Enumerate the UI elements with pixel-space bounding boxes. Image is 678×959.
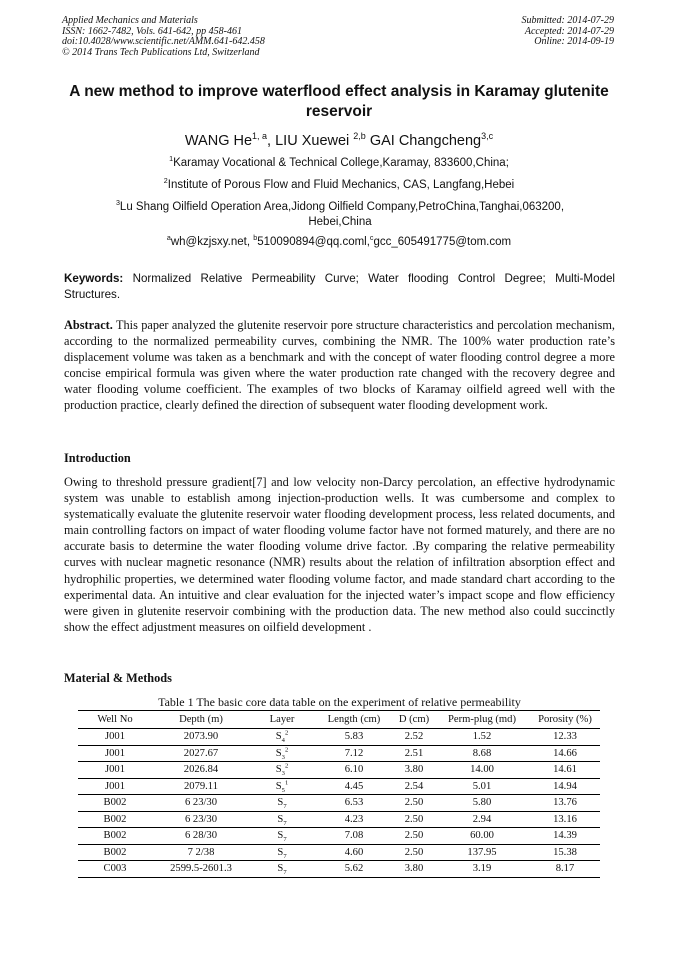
author-1: WANG He$^{1, a}$, — [184, 131, 276, 149]
table-row — [78, 811, 600, 828]
author-list — [64, 133, 614, 149]
cell-length: 6.10 — [314, 762, 394, 779]
abstract — [64, 317, 615, 414]
cell-perm: 60.00 — [434, 828, 530, 845]
cell-perm: 2.94 — [434, 811, 530, 828]
cell-perm: 3.19 — [434, 861, 530, 878]
keywords — [64, 271, 615, 302]
cell-d: 2.54 — [394, 778, 434, 795]
cell-layer: $S_7$ — [250, 795, 314, 812]
cell-layer: $S_7$ — [250, 844, 314, 861]
email-list: $^a$wh@kzjsxy.net, $^b$510090894@qq.coml,$^c$gcc_605491775@tom.com — [166, 234, 512, 248]
accepted-date: Accepted: 2014-07-29 — [524, 25, 614, 37]
materials-heading: Material & Methods — [64, 671, 172, 685]
keywords-label: Keywords: — [64, 272, 124, 285]
introduction-text: Owing to threshold pressure gradient[7] and low velocity non-Darcy percolation, an effective hydrodynamic system was unable to establish among injection-production wells. It was cumbersome and complex to systematically evaluate the glutenite reservoir water flooding development process, less related documents, and main controlling factors on impact of water flooding volume factor have not formed maturely, and there are no accurate basis to determine the water flooding volume drive factor. .By comparing the relative permeability curves with nuclear magnetic resonance (NMR) results about the relation of infiltration absorption effect and hydrophilic properties, we determined water flooding volume factor, and made standard chart according to the experimental data. An intuitive and clear evaluation for the injected water’s impact scope and flow efficiency were given in glutenite reservoir combining with the production data. The new method also could succinctly show the effect adjustment measures on oilfield development . — [64, 475, 615, 634]
cell-length: 6.53 — [314, 795, 394, 812]
table-row — [78, 762, 600, 779]
abstract-text: This paper analyzed the glutenite reservoir pore structure characteristics and percolation mechanism, according to the normalized permeability curves, combining the NMR. The 100% water production rate’s displacement volume was taken as a benchmark and with the concept of water flooding control degree a more concise empirical formula was given where the water production rate changed with the recovery degree and water flooding volume coefficient. The examples of two blocks of Karamay oilfield agreed well with the production practice, clearly defined the direction of subsequent water flooding development work. — [64, 318, 615, 413]
cell-porosity: 12.33 — [530, 729, 600, 746]
table-row — [78, 795, 600, 812]
cell-well: B002 — [78, 844, 152, 861]
col-header-depth: Depth (m) — [152, 711, 250, 729]
introduction-heading: Introduction — [64, 451, 131, 465]
cell-depth: 7 2/38 — [152, 844, 250, 861]
table-caption: Table 1 The basic core data table on the experiment of relative permeability — [158, 695, 521, 709]
cell-perm: 137.95 — [434, 844, 530, 861]
cell-d: 2.50 — [394, 828, 434, 845]
col-header-diameter: D (cm) — [394, 711, 434, 729]
table-row — [78, 745, 600, 762]
cell-length: 7.12 — [314, 745, 394, 762]
cell-porosity: 13.76 — [530, 795, 600, 812]
cell-porosity: 14.61 — [530, 762, 600, 779]
author-3: GAI Changcheng$^{3,c}$ — [369, 131, 494, 149]
cell-layer: $S_5^1$ — [250, 778, 314, 795]
journal-doi: doi:10.4028/www.scientific.net/AMM.641-642.458 — [62, 36, 265, 47]
cell-d: 2.50 — [394, 811, 434, 828]
cell-well: B002 — [78, 795, 152, 812]
table-row — [78, 828, 600, 845]
cell-depth: 6 23/30 — [152, 811, 250, 828]
cell-depth: 2026.84 — [152, 762, 250, 779]
affiliation-2: $^2$Institute of Porous Flow and Fluid Mechanics, CAS, Langfang,Hebei — [163, 177, 515, 191]
cell-length: 4.45 — [314, 778, 394, 795]
email-3[interactable]: gcc_605491775@tom.com — [373, 236, 512, 248]
cell-layer: $S_7$ — [250, 811, 314, 828]
col-header-porosity: Porosity (%) — [530, 711, 600, 729]
col-header-perm-plug: Perm-plug (md) — [434, 711, 530, 729]
email-1[interactable]: wh@kzjsxy.net, — [170, 236, 254, 248]
cell-porosity: 14.94 — [530, 778, 600, 795]
email-2[interactable]: 510090894@qq.coml, — [257, 236, 370, 248]
cell-perm: 1.52 — [434, 729, 530, 746]
cell-layer: $S_4^2$ — [250, 729, 314, 746]
cell-depth: 6 28/30 — [152, 828, 250, 845]
table-row — [78, 729, 600, 746]
cell-d: 3.80 — [394, 861, 434, 878]
cell-well: J001 — [78, 729, 152, 746]
journal-name: Applied Mechanics and Materials — [62, 15, 198, 26]
author-2: LIU Xuewei $^{2,b}$ — [275, 131, 366, 149]
cell-length: 5.62 — [314, 861, 394, 878]
journal-copyright: © 2014 Trans Tech Publications Ltd, Switzerland — [62, 46, 260, 58]
cell-d: 2.50 — [394, 844, 434, 861]
paper-title: A new method to improve waterflood effect analysis in Karamay glutenite reservoir — [69, 83, 609, 120]
col-header-length: Length (cm) — [314, 711, 394, 729]
cell-porosity: 15.38 — [530, 844, 600, 861]
abstract-label: Abstract. — [64, 318, 113, 332]
cell-d: 3.80 — [394, 762, 434, 779]
affiliation-1: $^1$Karamay Vocational & Technical College,Karamay, 833600,China; — [169, 155, 509, 169]
cell-well: J001 — [78, 778, 152, 795]
cell-depth: 6 23/30 — [152, 795, 250, 812]
cell-length: 4.60 — [314, 844, 394, 861]
cell-length: 7.08 — [314, 828, 394, 845]
cell-depth: 2599.5-2601.3 — [152, 861, 250, 878]
cell-well: B002 — [78, 811, 152, 828]
submission-dates — [522, 16, 615, 48]
cell-porosity: 8.17 — [530, 861, 600, 878]
submitted-date: Submitted: 2014-07-29 — [521, 15, 614, 26]
cell-porosity: 13.16 — [530, 811, 600, 828]
cell-layer: $S_3^2$ — [250, 745, 314, 762]
cell-perm: 14.00 — [434, 762, 530, 779]
cell-length: 4.23 — [314, 811, 394, 828]
cell-depth: 2079.11 — [152, 778, 250, 795]
cell-well: B002 — [78, 828, 152, 845]
col-header-well-no: Well No — [78, 711, 152, 729]
cell-depth: 2027.67 — [152, 745, 250, 762]
cell-porosity: 14.39 — [530, 828, 600, 845]
cell-well: J001 — [78, 762, 152, 779]
cell-porosity: 14.66 — [530, 745, 600, 762]
online-date: Online: 2014-09-19 — [534, 36, 614, 47]
col-header-layer: Layer — [250, 711, 314, 729]
cell-depth: 2073.90 — [152, 729, 250, 746]
table-row — [78, 778, 600, 795]
journal-info — [62, 16, 265, 58]
cell-well: C003 — [78, 861, 152, 878]
journal-issn: ISSN: 1662-7482, Vols. 641-642, pp 458-461 — [62, 25, 242, 37]
cell-d: 2.51 — [394, 745, 434, 762]
core-data-table — [78, 710, 600, 878]
table-header-row — [78, 711, 600, 729]
cell-layer: $S_7$ — [250, 861, 314, 878]
cell-length: 5.83 — [314, 729, 394, 746]
cell-perm: 8.68 — [434, 745, 530, 762]
keywords-text: Normalized Relative Permeability Curve; Water flooding Control Degree; Multi-Model Structures. — [64, 272, 615, 301]
cell-d: 2.50 — [394, 795, 434, 812]
table-row — [78, 844, 600, 861]
affiliation-3: $^3$Lu Shang Oilfield Operation Area,Jidong Oilfield Company,PetroChina,Tanghai,063200, Hebei,China — [115, 199, 565, 228]
table-row — [78, 861, 600, 878]
cell-layer: $S_7$ — [250, 828, 314, 845]
cell-layer: $S_3^2$ — [250, 762, 314, 779]
cell-perm: 5.01 — [434, 778, 530, 795]
cell-d: 2.52 — [394, 729, 434, 746]
cell-well: J001 — [78, 745, 152, 762]
cell-perm: 5.80 — [434, 795, 530, 812]
